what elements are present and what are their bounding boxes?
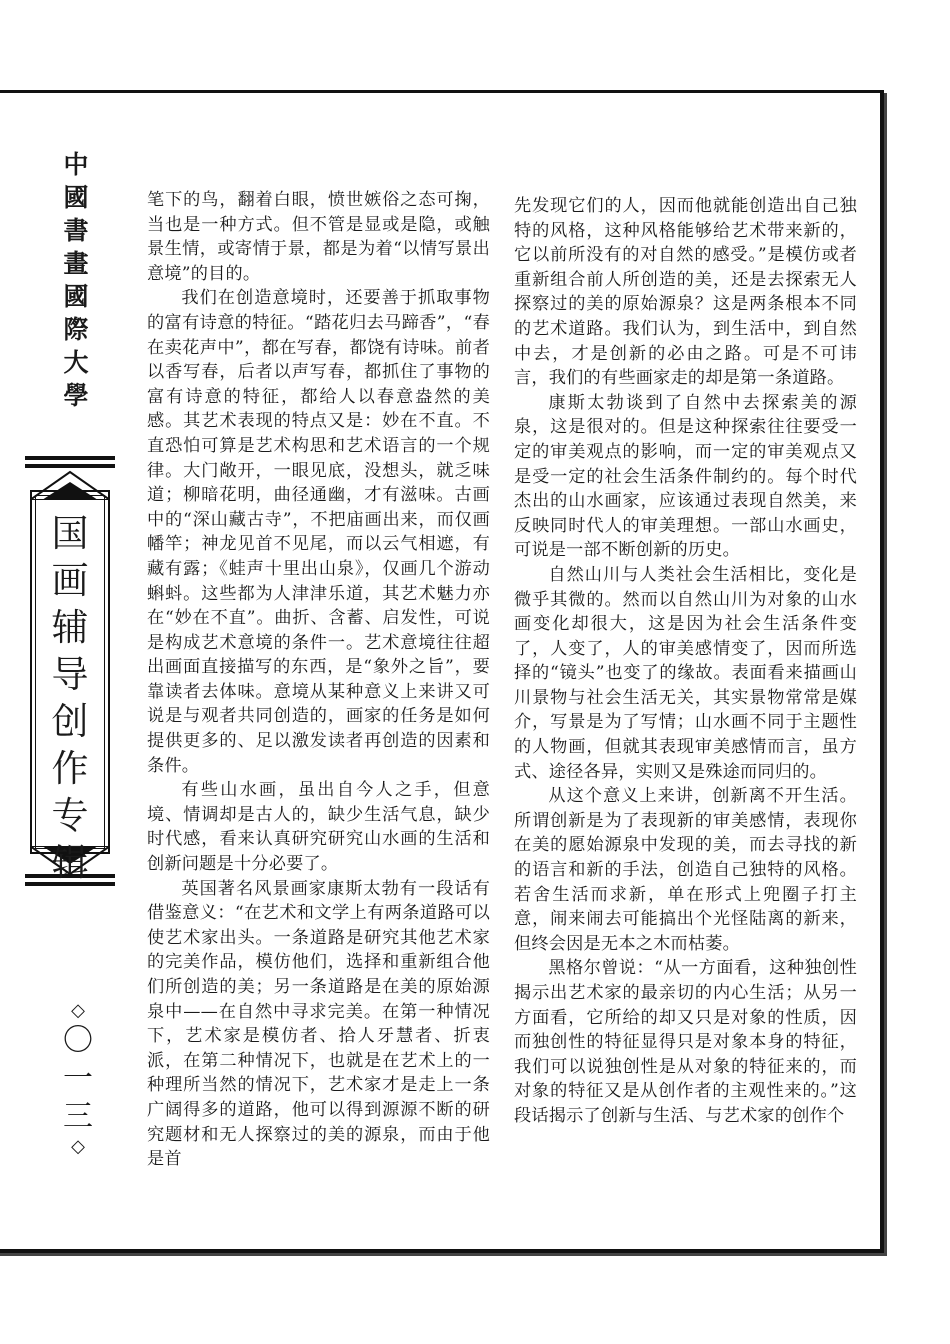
page-number-digit: 一: [63, 1061, 93, 1096]
section-title-char: 专: [51, 794, 89, 837]
series-title-char: 際: [63, 315, 89, 344]
paragraph: 康斯太勃谈到了自然中去探索美的源泉，这是很对的。但是这种探索往往要受一定的审美观点的影响，而一定的审美观点又是受一定的社会生活条件制约的。每个时代杰出的山水画家，应该通过表现自然美，来反映同时代人的审美理想。一部山水画史，可说是一部不断创新的历史。: [514, 392, 857, 561]
series-title-char: 大: [63, 348, 89, 377]
paragraph: 笔下的鸟，翻着白眼，愤世嫉俗之态可掬，当也是一种方式。但不管是显或是隐，或触景生情，或寄情于景，都是为着“以情写景出意境”的目的。: [147, 190, 490, 284]
series-title-char: 書: [63, 216, 89, 245]
page-number-digit: 三: [63, 1099, 93, 1134]
paragraph: 自然山川与人类社会生活相比，变化是微乎其微的。然而以自然山川为对象的山水画变化却很大，这是因为社会生活条件变了，人变了，人的审美感情变了，因而所选择的“镜头”也变了的缘故。表面看来描画山川景物与社会生活无关，其实景物常常是媒介，写景是为了写情；山水画不同于主题性的人物画，但就其表现审美感情而言，虽方式、途径各异，实则又是殊途而同归的。: [514, 564, 857, 782]
section-title-char: 辅: [51, 606, 89, 649]
paragraph: 我们在创造意境时，还要善于抓取事物的富有诗意的特征。“踏花归去马蹄香”，“春在卖花声中”，都在写春，都饶有诗味。前者以香写春，后者以声写春，都抓住了事物的富有诗意的特征，都给人以春意盎然的美感。其艺术表现的特点又是：妙在不直。不直恐怕可算是艺术构思和艺术语言的一个规律。大门敞开，一眼见底，没想头，就乏味道；柳暗花明，曲径通幽，才有滋味。古画中的“深山藏古寺”，不把庙画出来，而仅画幡竿；神龙见首不见尾，而以云气相遮，有藏有露；《蛙声十里出山泉》，仅画几个游动蝌蚪。这些都为人津津乐道，其艺术魅力亦在“妙在不直”。曲折、含蓄、启发性，可说是构成艺术意境的条件一。艺术意境往往超出画面直接描写的东西，是“象外之旨”，要靠读者去体味。意境从某种意义上来讲又可说是与观者共同创造的，画家的任务是如何提供更多的、足以激发读者再创造的因素和条件。: [147, 288, 490, 776]
series-title-char: 中: [63, 150, 89, 179]
diamond-ornament-icon: ◇: [71, 1136, 85, 1157]
section-title-char: 作: [51, 747, 89, 790]
section-title-char: 画: [51, 559, 89, 602]
banner-top-bar: [25, 464, 115, 468]
series-title-char: 國: [63, 183, 89, 212]
page-number-vertical: [58, 1000, 98, 1158]
series-title-vertical: [56, 148, 96, 412]
paragraph: 黑格尔曾说：“从一方面看，这种独创性揭示出艺术家的最亲切的内心生活；从另一方面看，它所给的却又只是对象的性质，因而独创性的特征显得只是对象本身的特征，我们可以说独创性是从对象的特征来的，而对象的特征又是从创作者的主观性来的。”这段话揭示了创新与生活、与艺术家的创作个: [514, 958, 857, 1126]
series-title-char: 畫: [63, 249, 89, 278]
section-title-char: 创: [51, 700, 89, 743]
section-title-char: 导: [51, 653, 89, 696]
diamond-ornament-icon: ◇: [71, 1000, 85, 1021]
paragraph: 有些山水画，虽出自今人之手，但意境、情调却是古人的，缺少生活气息，缺少时代感，看来认真研究研究山水画的生活和创新问题是十分必要了。: [147, 780, 490, 875]
series-title-char: 學: [63, 381, 89, 410]
section-title-vertical: [18, 510, 122, 886]
text-column-right: [514, 194, 857, 1129]
paragraph: 英国著名风景画家康斯太勃有一段话有借鉴意义：“在艺术和文学上有两条道路可以使艺术家出头。一条道路是研究其他艺术家的完美作品，模仿他们，选择和重新组合他们所创造的美；另一条道路是在美的原始源泉中——在自然中寻求完美。在第一种情况下，艺术家是模仿者、拾人牙慧者、折衷派，在第二种情况下，也就是在艺术上的一种理所当然的情况下，艺术家才是走上一条广阔得多的道路，他可以得到源源不断的研究题材和无人探察过的美的源泉，而由于他是首: [147, 878, 490, 1170]
section-title-char: 国: [51, 512, 89, 555]
page-number-digit: 〇: [63, 1023, 93, 1058]
section-title-char: 辑: [51, 841, 89, 884]
series-title-char: 國: [63, 282, 89, 311]
banner-top-bar: [25, 456, 115, 460]
paragraph: 从这个意义上来讲，创新离不开生活。所谓创新是为了表现新的审美感情，表现你在美的愿始源泉中发现的美，而去寻找的新的语言和新的手法，创造自己独特的风格。若舍生活而求新，单在形式上兜圈子打主意，闹来闹去可能搞出个光怪陆离的新来，但终会因是无本之木而枯萎。: [514, 786, 857, 954]
text-column-left: [147, 188, 490, 1172]
paragraph: 先发现它们的人，因而他就能创造出自己独特的风格，这种风格能够给艺术带来新的，它以前所没有的对自然的感受。”是模仿或者重新组合前人所创造的美，还是去探索无人探察过的美的原始源泉？这是两条根本不同的艺术道路。我们认为，到生活中，到自然中去，才是创新的必由之路。可是不可讳言，我们的有些画家走的却是第一条道路。: [514, 196, 857, 389]
